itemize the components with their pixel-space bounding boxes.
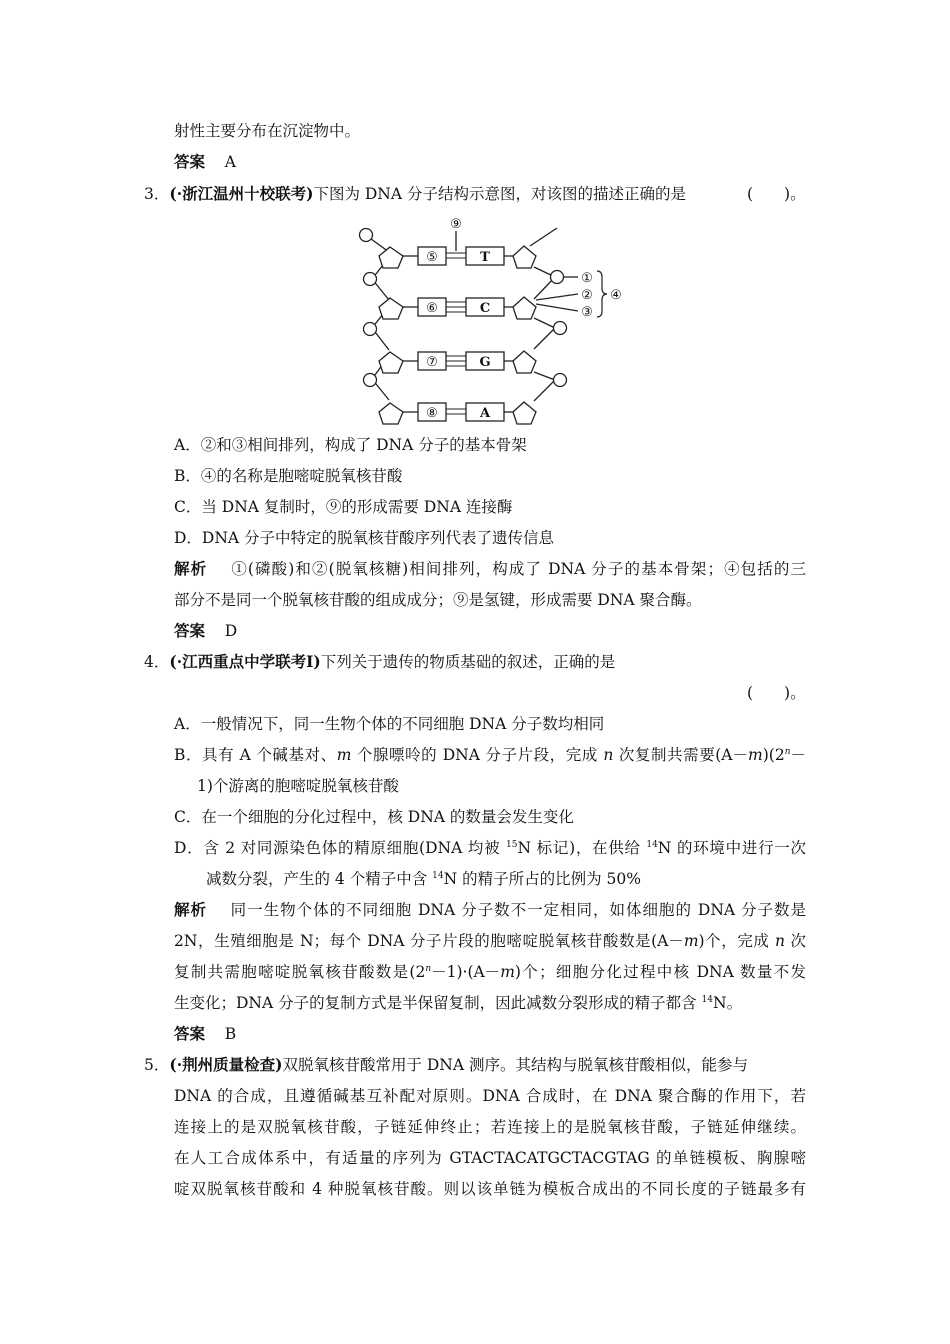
left-nucleotide-label: ⑤ (426, 250, 438, 265)
left-nucleotide-label: ⑦ (426, 355, 438, 370)
question-text: 双脱氧核苷酸常用于 DNA 测序。其结构与脱氧核苷酸相似，能参与 (282, 1056, 748, 1074)
option-d-cont: 减数分裂，产生的 4 个精子中含 $^{14}$N 的精子所占的比例为 50% (206, 870, 641, 888)
question-text-line: 在人工合成体系中，有适量的序列为 GTACTACATGCTACGTAG 的单链模板、胸腺嘧 (174, 1149, 806, 1167)
analysis-line: 解析 ①(磷酸)和②(脱氧核糖)相间排列，构成了 DNA 分子的基本骨架；④包括的三 (174, 559, 806, 578)
question-source: (·江西重点中学联考Ⅰ) (169, 652, 321, 671)
prev-question-tail: 射性主要分布在沉淀物中。 (174, 122, 361, 140)
base-label: T (480, 250, 490, 265)
base-label: G (479, 355, 491, 370)
component-label: ③ (581, 305, 593, 320)
answer-blank: ( )。 (747, 185, 806, 203)
answer-label: 答案 (174, 621, 206, 640)
answer-value: D (224, 622, 238, 640)
left-nucleotide-label: ⑥ (426, 301, 438, 316)
dna-structure-diagram (355, 213, 625, 425)
option-b-cont: 1)个游离的胞嘧啶脱氧核苷酸 (197, 777, 399, 795)
option-d: D．含 2 对同源染色体的精原细胞(DNA 均被 $^{15}$N 标记)，在供给 $^{14}$N 的环境中进行一次 (174, 839, 806, 857)
question-text-line: 啶双脱氧核苷酸和 4 种脱氧核苷酸。则以该单链为模板合成出的不同长度的子链最多有 (174, 1180, 806, 1198)
option-c: C．当 DNA 复制时，⑨的形成需要 DNA 连接酶 (174, 498, 513, 516)
analysis-label: 解析 (174, 900, 207, 919)
question-source: (·荆州质量检查) (169, 1055, 283, 1074)
base-label: A (479, 406, 491, 421)
question-text: 下图为 DNA 分子结构示意图，对该图的描述正确的是 (313, 185, 686, 203)
analysis-line: 2N，生殖细胞是 N；每个 DNA 分子片段的胞嘧啶脱氧核苷酸数是(A－m)个，完成 n 次 (174, 932, 806, 950)
option-b: B．具有 A 个碱基对、m 个腺嘌呤的 DNA 分子片段，完成 n 次复制共需要$(A-m)(2^n-$ (174, 746, 806, 764)
question-3-stem (144, 184, 686, 204)
analysis-line: 生变化；DNA 分子的复制方式是半保留复制，因此减数分裂形成的精子都含 $^{14}$N。 (174, 994, 743, 1012)
component-label: ② (581, 288, 593, 303)
question-5-stem (144, 1055, 748, 1075)
brace-label: ④ (610, 288, 622, 303)
prev-answer (174, 152, 236, 172)
question-source: (·浙江温州十校联考) (169, 184, 314, 203)
component-label: ① (581, 271, 593, 286)
question-text-line: DNA 的合成，且遵循碱基互补配对原则。DNA 合成时，在 DNA 聚合酶的作用下，若 (174, 1087, 806, 1105)
option-c: C．在一个细胞的分化过程中，核 DNA 的数量会发生变化 (174, 808, 574, 826)
analysis-label: 解析 (174, 559, 208, 578)
question-4-stem (144, 652, 615, 672)
question-text: 下列关于遗传的物质基础的叙述，正确的是 (320, 653, 616, 671)
answer (174, 1024, 236, 1044)
option-b: B．④的名称是胞嘧啶脱氧核苷酸 (174, 467, 403, 485)
answer (174, 621, 237, 641)
analysis-line: 复制共需胞嘧啶脱氧核苷酸数是$(2^n-1)\cdot(A-m)$个；细胞分化过程中核 DNA 数量不发 (174, 963, 806, 981)
answer-value: B (224, 1025, 237, 1043)
option-d: D．DNA 分子中特定的脱氧核苷酸序列代表了遗传信息 (174, 529, 555, 547)
hydrogen-bond-label: ⑨ (450, 217, 462, 232)
base-label: C (479, 301, 491, 316)
question-number: 4． (144, 653, 170, 671)
question-number: 5． (144, 1056, 170, 1074)
answer-label: 答案 (174, 1024, 206, 1043)
option-a: A．一般情况下，同一生物个体的不同细胞 DNA 分子数均相同 (174, 715, 605, 733)
answer-label: 答案 (174, 152, 206, 171)
question-text-line: 连接上的是双脱氧核苷酸，子链延伸终止；若连接上的是脱氧核苷酸，子链延伸继续。 (174, 1118, 806, 1136)
option-a: A．②和③相间排列，构成了 DNA 分子的基本骨架 (174, 436, 527, 454)
answer-value: A (224, 153, 236, 171)
left-nucleotide-label: ⑧ (426, 406, 438, 421)
question-number: 3． (144, 185, 170, 203)
answer-blank: ( )。 (747, 684, 806, 702)
analysis-line: 解析 同一生物个体的不同细胞 DNA 分子数不一定相同，如体细胞的 DNA 分子数是 (174, 900, 806, 919)
analysis-line: 部分不是同一个脱氧核苷酸的组成成分；⑨是氢键，形成需要 DNA 聚合酶。 (174, 591, 702, 609)
